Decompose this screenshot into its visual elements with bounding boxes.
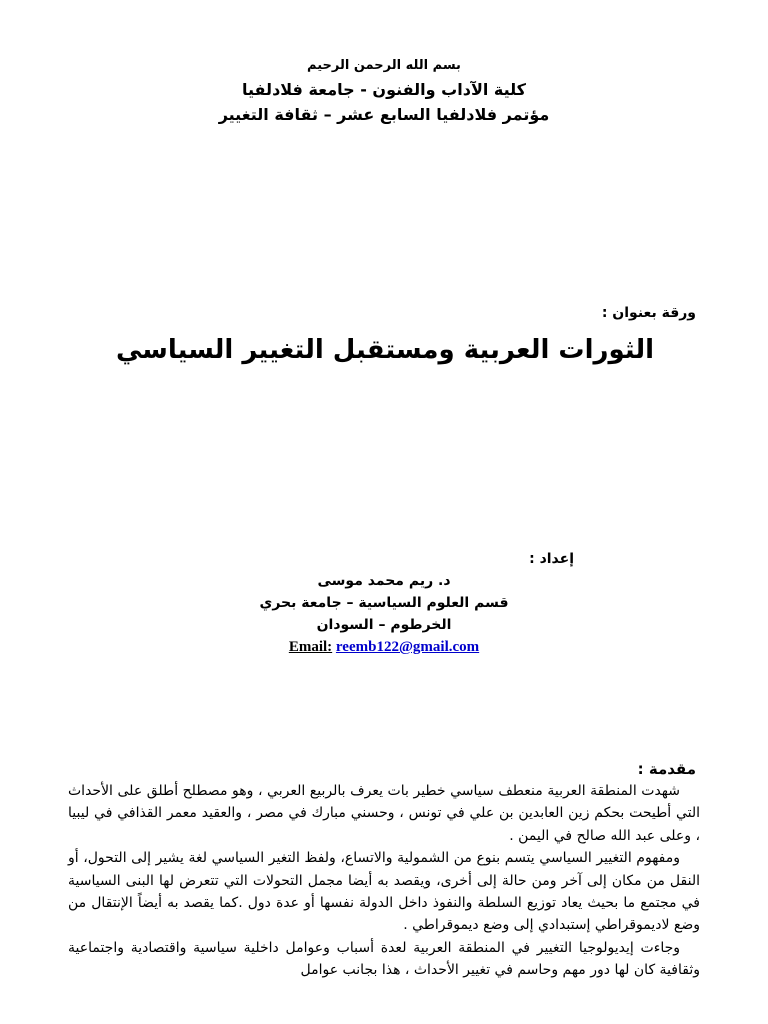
author-location: الخرطوم – السودان [316,617,452,633]
intro-paragraph: شهدت المنطقة العربية منعطف سياسي خطير بات يعرف بالربيع العربي ، وهو مصطلح أطلق على الأحداث التي أطيحت بحكم زين العابدين بن علي في تونس ، وحسني مبارك في مصر ، والعقيد معمر القذافي في ليبيا ، وعلى عبد الله صالح في اليمن . [68,783,700,844]
author-name: د. ريم محمد موسى [317,573,451,589]
email-line [0,636,768,658]
basmala: بسم الله الرحمن الرحيم [307,58,461,73]
prepared-by-label: إعداد : [529,551,574,567]
document-header [0,56,768,128]
conference-line: مؤتمر فلادلفيا السابع عشر – ثقافة التغيير [218,105,550,124]
paper-label: ورقة بعنوان : [601,305,696,321]
author-department: قسم العلوم السياسية – جامعة بحري [259,595,509,611]
intro-body [68,780,700,982]
author-block [0,548,768,658]
email-label: Email: [288,639,333,655]
intro-paragraph: ومفهوم التغيير السياسي يتسم بنوع من الشمولية والاتساع، ولفظ التغير السياسي لغة يشير إلى التحول، أو النقل من مكان إلى آخر ومن حالة إلى أخرى، ويقصد به أيضا مجمل التحولات التي تتعرض لها البنى السياسية في مجتمع ما بحيث يعاد توزيع السلطة والنفوذ داخل الدولة نفسها أو عدة دول .كما يقصد به أيضاً الإنتقال من وضع لاديموقراطي إستبدادي إلى وضع ديموقراطي . [68,850,700,934]
paper-title: الثورات العربية ومستقبل التغيير السياسي [115,335,655,365]
intro-heading: مقدمة : [637,760,696,778]
intro-paragraph: وجاءت إيديولوجيا التغيير في المنطقة العربية لعدة أسباب وعوامل داخلية سياسية واقتصادية واجتماعية وثقافية كان لها دور مهم وحاسم في تغيير الأحداث ، هذا بجانب عوامل [68,939,700,979]
email-link[interactable]: reemb122@gmail.com [335,639,480,655]
faculty-line: كلية الآداب والفنون - جامعة فلادلفيا [242,80,526,99]
